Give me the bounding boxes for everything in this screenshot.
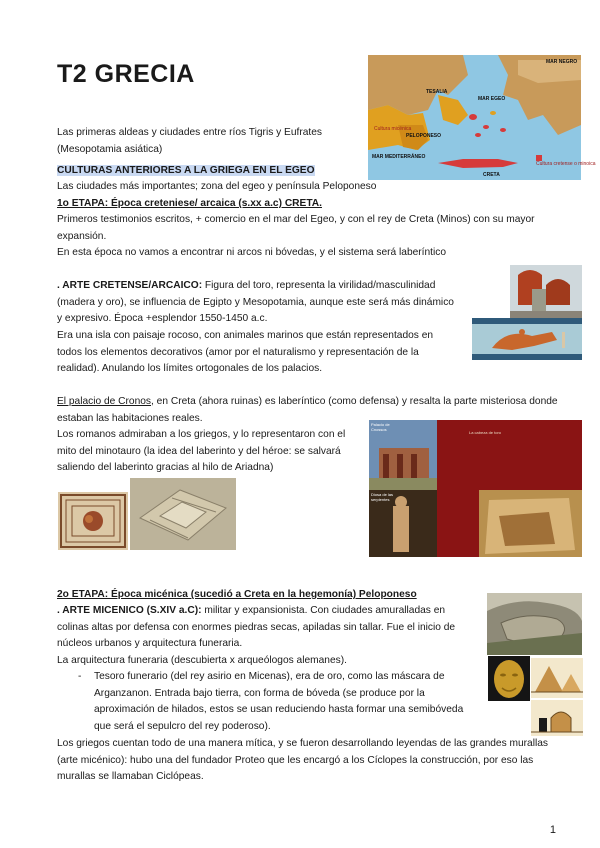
corbel-vault-diagram-image [531,700,583,736]
page-number: 1 [549,824,556,836]
treasury-diagram-image [531,658,583,698]
collage-palace-caption-line: Cnossos [371,427,387,432]
cultures-heading-text: CULTURAS ANTERIORES A LA GRIEGA EN EL EGEO [57,165,315,176]
palace-paragraph-2: Los romanos admiraban a los griegos, y lo representaron con el mito del minotauro (la idea del laberinto y del héroe: se salvará saliendo del laberinto gracias al hilo de Ariadna) [57,429,346,473]
cretan-art-label: . ARTE CRETENSE/ARCAICO: [57,280,203,291]
map-label-tesalia: TESALIA [426,89,448,95]
map-label-mar-egeo: MAR EGEO [478,96,506,102]
palace-label: El palacio de Cronos [57,396,152,407]
funerary-list-text: Tesoro funerario (del rey asirio en Micenas), era de oro, como las máscara de Arganzanon. Entrada bajo tierra, con forma de bóveda (se produce por la aproximación de hilados, estos se usan reduciendo hasta formar una semibóveda que será el sepulcro del rey poderoso). [94,671,464,732]
palace-text: , en Creta (ahora ruinas) es laberíntico (como defensa) y resalta la parte misteriosa donde estaban las habitaciones reales. [57,396,558,424]
map-label-mediterraneo: MAR MEDITERRÁNEO [372,154,426,160]
collage-palace-caption [371,422,390,432]
minotaur-mosaic-image [58,492,128,550]
funerary-list-item [78,669,480,735]
stage2-heading: 2o ETAPA: Época micénica (sucedió a Creta en la hegemonía) Peloponeso [57,589,417,600]
list-dash: - [78,671,82,682]
mycenaean-paragraph [57,603,477,653]
bull-leaping-fresco-image [472,318,582,360]
stage1-note: En esta época no vamos a encontrar ni arcos ni bóvedas, y el sistema será laberíntico [57,247,447,258]
funerary-paragraph: La arquitectura funeraria (descubierta x arqueólogos alemanes). [57,655,347,666]
map-label-micenica: Cultura micénica [374,126,412,132]
map-label-mar-negro: MAR NEGRO [546,59,578,65]
cultures-heading [57,163,315,180]
knossos-palace-collage-image [369,420,582,557]
mycenaean-text: militar y expansionista. Con ciudades amuralladas en colinas altas por defensa con enormes piedras secas, apiladas sin tallar. Fue el inicio de núcleos urbanos y arquitectura funeraria. [57,605,456,649]
collage-snake-caption-line: serpientes [371,497,390,502]
collage-bull-caption: La cabeza de toro [469,430,502,435]
collage-palace-caption-line: Palacio de [371,422,390,427]
cultures-text: Las ciudades más importantes; zona del egeo y península Peloponeso [57,181,377,192]
labyrinth-palace-aerial-image [130,478,236,550]
page-title: T2 GRECIA [57,60,195,88]
collage-snake-caption-line: Diosa de las [371,492,394,497]
stage1-heading: 1o ETAPA: Época creteniese/ arcaica (s.xx a.c) CRETA. [57,198,322,209]
mycenae-citadel-image [487,593,582,655]
cretan-art-text: Figura del toro, representa la virilidad/masculinidad (madera y oro), se influencia de Egipto y Mesopotamia, aunque este será más dinámico y expresivo. Época +esplendor 1550-1450 a.c. [57,280,454,324]
map-label-peloponeso: PELOPONESO [406,133,442,139]
agamemnon-mask-image [488,656,530,701]
map-label-minoica: Cultura cretense o minoica [536,161,596,167]
map-label-creta: CRETA [483,172,500,178]
stage1-text: Primeros testimonios escritos, + comercio en el mar del Egeo, y con el rey de Creta (Minos) con su mayor expansión. [57,214,535,242]
aegean-map-image [368,55,596,180]
closing-paragraph: Los griegos cuentan todo de una manera mítica, y se fueron desarrollando leyendas de las grandes murallas (arte micénico): hubo una del fundador Proteo que les encargó a los Cíclopes la construcción, por eso las murallas se llamaban Ciclópeas. [57,738,548,782]
cretan-art-paragraph-2: Era una isla con paisaje rocoso, con animales marinos que están representados en todos los elementos decorativos (amor por el naturalismo y representación de la realidad). Anulando los límites ortogonales de los palacios. [57,330,434,374]
intro-paragraph: Las primeras aldeas y ciudades entre ríos Tigris y Eufrates (Mesopotamia asiática) [57,127,322,155]
mycenaean-label: . ARTE MICENICO (S.XIV a.C): [57,605,202,616]
cretan-art-paragraph [57,278,457,328]
collage-snake-caption [371,492,393,502]
